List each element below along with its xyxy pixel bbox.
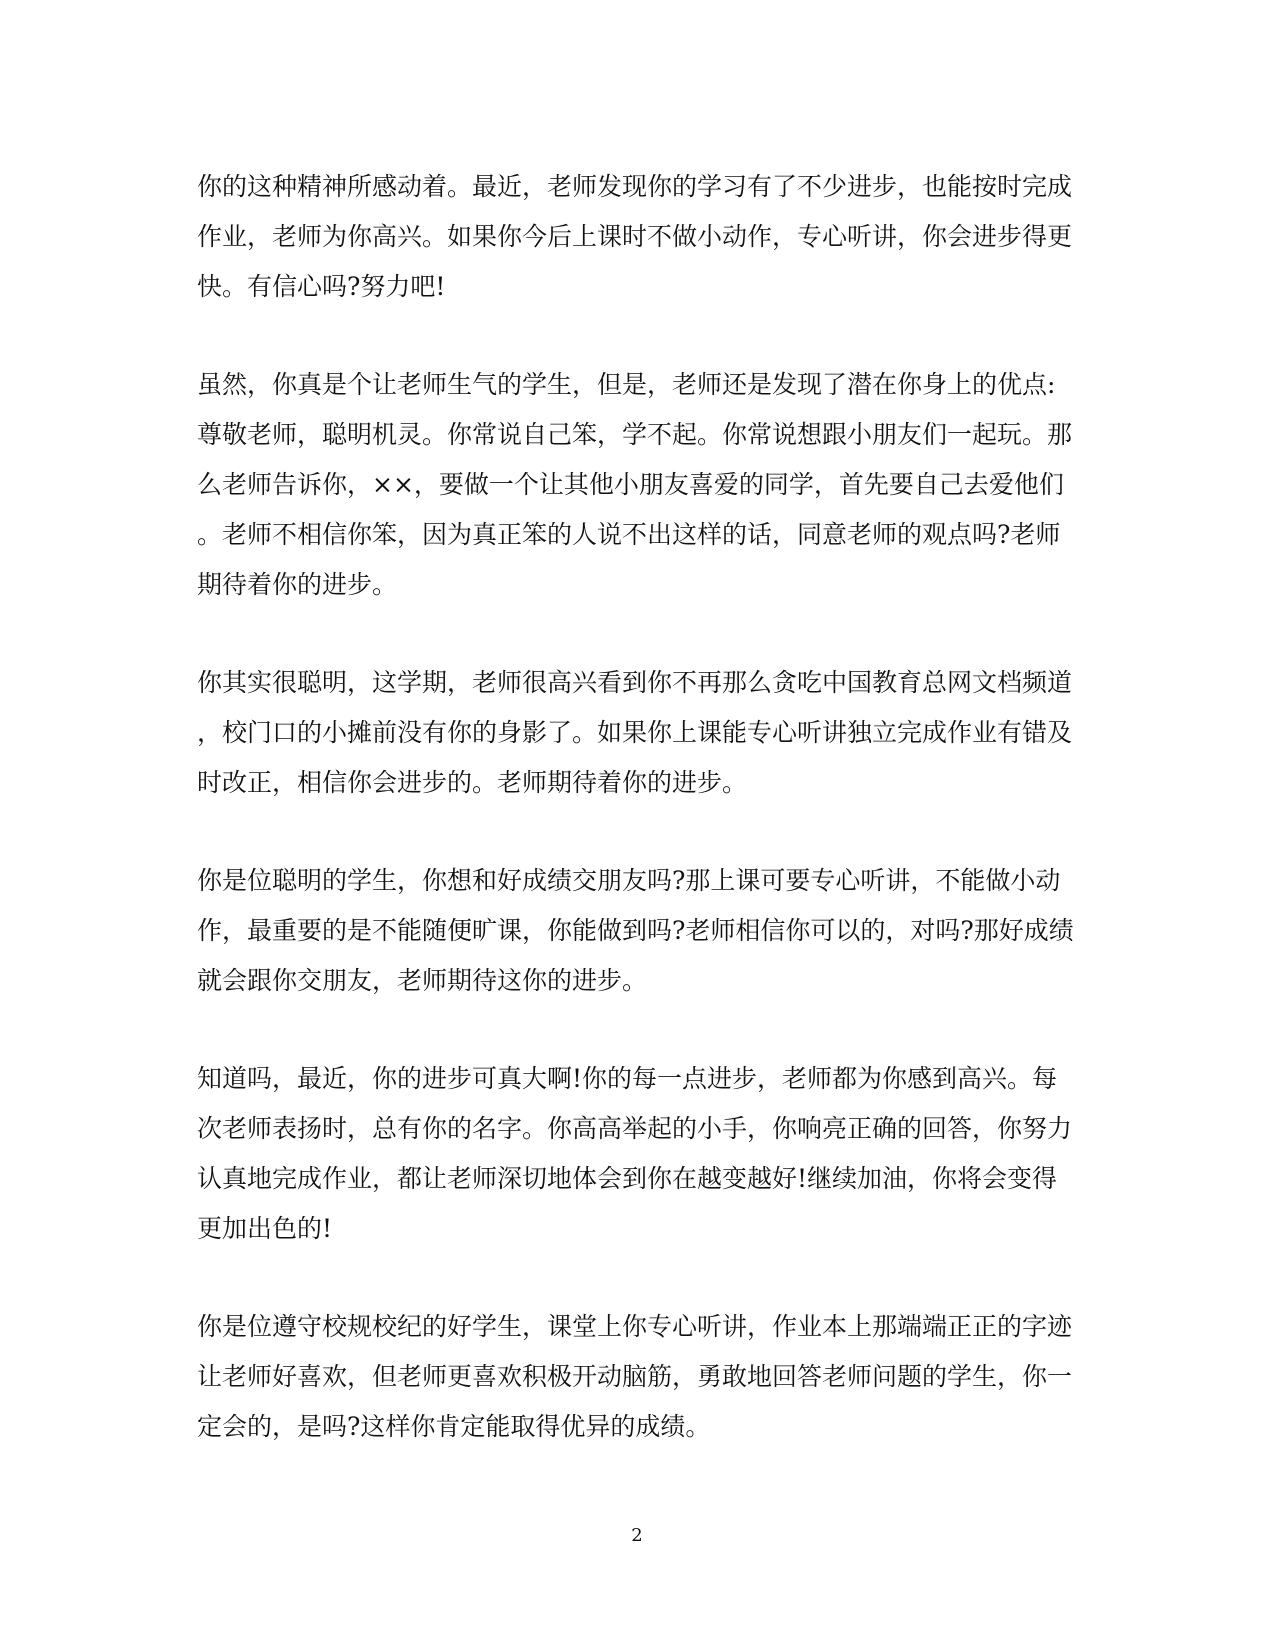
text-line: 你其实很聪明，这学期，老师很高兴看到你不再那么贪吃中国教育总网文档频道 (197, 668, 1073, 697)
text-line: 么老师告诉你，××，要做一个让其他小朋友喜爱的同学，首先要自己去爱他们 (197, 470, 1064, 499)
text-line: 次老师表扬时，总有你的名字。你高高举起的小手，你响亮正确的回答，你努力 (197, 1114, 1073, 1143)
text-line: 你是位遵守校规校纪的好学生，课堂上你专心听讲，作业本上那端端正正的字迹 (197, 1312, 1073, 1341)
text-line: 尊敬老师，聪明机灵。你常说自己笨，学不起。你常说想跟小朋友们一起玩。那 (197, 420, 1073, 449)
text-line: 期待着你的进步。 (197, 570, 398, 599)
text-line: 作，最重要的是不能随便旷课，你能做到吗?老师相信你可以的，对吗?那好成绩 (197, 916, 1074, 945)
text-line: 让老师好喜欢，但老师更喜欢积极开动脑筋，勇敢地回答老师问题的学生，你一 (197, 1362, 1073, 1391)
body-text (197, 162, 1077, 1500)
text-line: 就会跟你交朋友，老师期待这你的进步。 (197, 966, 648, 995)
text-line: 定会的，是吗?这样你肯定能取得优异的成绩。 (197, 1412, 711, 1441)
text-line: 快。有信心吗?努力吧! (197, 272, 446, 301)
paragraph-5 (197, 1054, 1077, 1254)
text-line: 虽然，你真是个让老师生气的学生，但是，老师还是发现了潜在你身上的优点: (197, 370, 1056, 399)
text-line: 知道吗，最近，你的进步可真大啊!你的每一点进步，老师都为你感到高兴。每 (197, 1064, 1058, 1093)
paragraph-6 (197, 1302, 1077, 1452)
text-line: 更加出色的! (197, 1214, 333, 1243)
text-line: 作业，老师为你高兴。如果你今后上课时不做小动作，专心听讲，你会进步得更 (197, 222, 1073, 251)
paragraph-3 (197, 658, 1077, 808)
text-line: ，校门口的小摊前没有你的身影了。如果你上课能专心听讲独立完成作业有错及 (197, 718, 1073, 747)
text-line: 。老师不相信你笨，因为真正笨的人说不出这样的话，同意老师的观点吗?老师 (197, 520, 1061, 549)
text-line: 你的这种精神所感动着。最近，老师发现你的学习有了不少进步，也能按时完成 (197, 172, 1073, 201)
text-line: 你是位聪明的学生，你想和好成绩交朋友吗?那上课可要专心听讲，不能做小动 (197, 866, 1061, 895)
paragraph-1 (197, 162, 1077, 312)
text-line: 时改正，相信你会进步的。老师期待着你的进步。 (197, 768, 748, 797)
page-number: 2 (631, 1525, 643, 1546)
paragraph-2 (197, 360, 1077, 610)
paragraph-4 (197, 856, 1077, 1006)
text-line: 认真地完成作业，都让老师深切地体会到你在越变越好!继续加油，你将会变得 (197, 1164, 1058, 1193)
